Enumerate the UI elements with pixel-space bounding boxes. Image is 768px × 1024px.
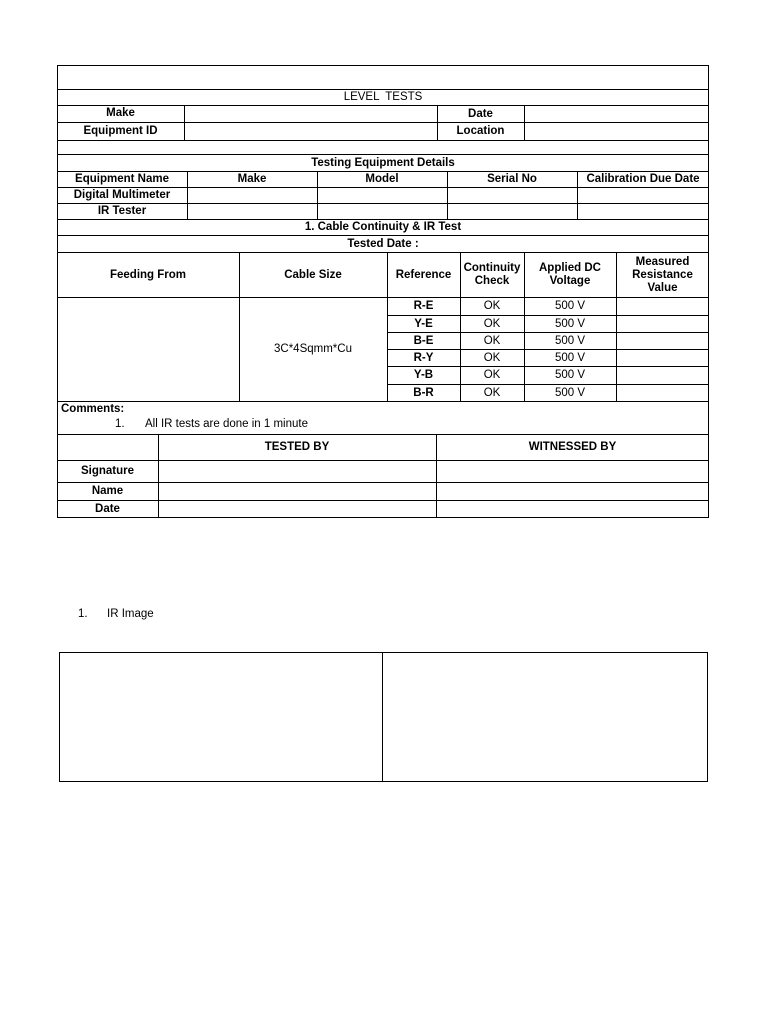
applied-voltage-cell: 500 V xyxy=(554,369,586,381)
date-label: Date xyxy=(468,107,493,120)
equipment-row-serial-field[interactable] xyxy=(448,188,577,203)
reference-cell: Y-E xyxy=(414,317,433,330)
equipment-row-make-field[interactable] xyxy=(188,188,317,203)
tested-by-signature-field[interactable] xyxy=(159,461,436,482)
measured-resistance-field[interactable] xyxy=(617,350,709,366)
reference-cell: R-Y xyxy=(413,351,434,364)
continuity-cell: OK xyxy=(483,300,501,312)
form-title: LEVEL TESTS xyxy=(343,90,423,103)
equipment-row-make-field[interactable] xyxy=(188,204,317,219)
col-applied-dc-voltage: Applied DC Voltage xyxy=(539,262,601,287)
continuity-cell: OK xyxy=(483,386,501,399)
equipment-id-field[interactable] xyxy=(185,123,437,140)
date-field[interactable] xyxy=(525,106,709,122)
reference-cell: B-R xyxy=(413,386,434,399)
ir-image-left-slot[interactable] xyxy=(60,653,382,781)
witnessed-by-header: WITNESSED BY xyxy=(528,441,617,453)
equipment-row-model-field[interactable] xyxy=(318,188,447,203)
equipment-row-model-field[interactable] xyxy=(318,204,447,219)
equipment-id-label: Equipment ID xyxy=(83,124,158,137)
comment-text: All IR tests are done in 1 minute xyxy=(145,417,308,430)
applied-voltage-cell: 500 V xyxy=(554,317,586,330)
tested-by-header: TESTED BY xyxy=(264,441,330,453)
col-serial-no: Serial No xyxy=(487,173,537,185)
col-cable-size: Cable Size xyxy=(284,268,342,281)
continuity-cell: OK xyxy=(483,369,501,381)
col-equipment-name: Equipment Name xyxy=(75,173,169,185)
applied-voltage-cell: 500 V xyxy=(554,300,586,312)
tested-by-date-field[interactable] xyxy=(159,501,436,518)
col-feeding-from: Feeding From xyxy=(109,268,187,281)
ir-image-number: 1. xyxy=(78,607,88,620)
witnessed-by-name-field[interactable] xyxy=(437,483,709,500)
measured-resistance-field[interactable] xyxy=(617,316,709,332)
equipment-row-calibration-field[interactable] xyxy=(578,204,709,219)
equipment-row-name: IR Tester xyxy=(97,204,147,217)
continuity-cell: OK xyxy=(483,351,501,364)
make-label: Make xyxy=(106,107,135,119)
cable-size-value: 3C*4Sqmm*Cu xyxy=(274,343,352,355)
tested-date-label: Tested Date : xyxy=(347,237,419,250)
location-field[interactable] xyxy=(525,123,709,140)
col-calibration-due-date: Calibration Due Date xyxy=(586,173,700,185)
make-field[interactable] xyxy=(185,106,437,122)
location-label: Location xyxy=(456,125,505,137)
witnessed-by-date-field[interactable] xyxy=(437,501,709,518)
continuity-cell: OK xyxy=(483,317,501,330)
name-label: Name xyxy=(91,485,124,497)
ir-image-heading: IR Image xyxy=(107,607,154,620)
col-make: Make xyxy=(237,173,267,185)
applied-voltage-cell: 500 V xyxy=(554,386,586,399)
reference-cell: R-E xyxy=(413,300,434,312)
equipment-row-calibration-field[interactable] xyxy=(578,188,709,203)
col-continuity-check: Continuity Check xyxy=(463,262,521,287)
applied-voltage-cell: 500 V xyxy=(554,334,586,347)
equipment-row-name: Digital Multimeter xyxy=(73,188,171,201)
measured-resistance-field[interactable] xyxy=(617,333,709,349)
tested-by-name-field[interactable] xyxy=(159,483,436,500)
comment-number: 1. xyxy=(115,417,125,430)
cable-test-title: 1. Cable Continuity & IR Test xyxy=(304,220,462,233)
continuity-cell: OK xyxy=(483,334,501,347)
col-model: Model xyxy=(365,173,399,185)
reference-cell: Y-B xyxy=(413,369,434,381)
date-label: Date xyxy=(95,503,120,515)
measured-resistance-field[interactable] xyxy=(617,298,709,315)
feeding-from-field[interactable] xyxy=(58,298,239,401)
witnessed-by-signature-field[interactable] xyxy=(437,461,709,482)
ir-image-right-slot[interactable] xyxy=(383,653,707,781)
testing-equipment-title: Testing Equipment Details xyxy=(311,156,455,169)
measured-resistance-field[interactable] xyxy=(617,385,709,401)
applied-voltage-cell: 500 V xyxy=(554,351,586,364)
col-reference: Reference xyxy=(395,268,452,281)
reference-cell: B-E xyxy=(413,334,434,347)
equipment-row-serial-field[interactable] xyxy=(448,204,577,219)
signature-label: Signature xyxy=(80,465,135,477)
measured-resistance-field[interactable] xyxy=(617,367,709,384)
col-measured-resistance: Measured Resistance Value xyxy=(632,255,693,294)
comments-label: Comments: xyxy=(61,402,125,415)
